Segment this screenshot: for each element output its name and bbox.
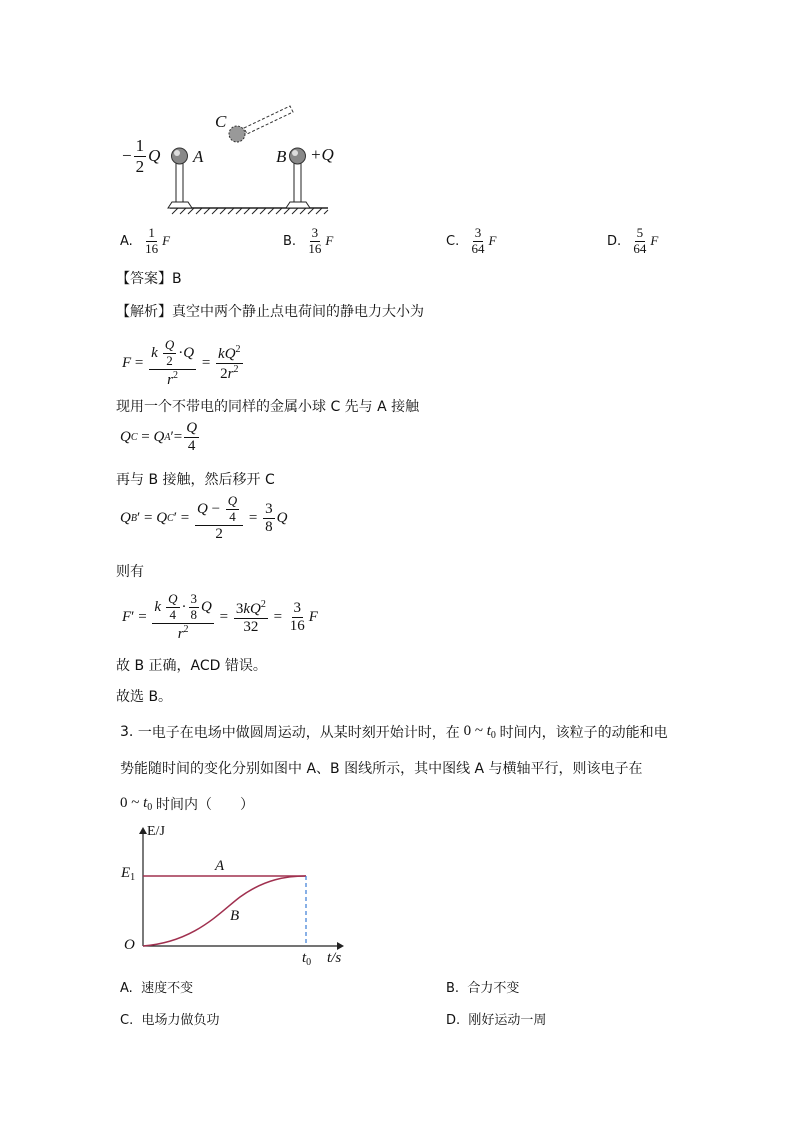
option-letter: D. xyxy=(446,1013,461,1028)
q3-option-d[interactable] xyxy=(446,1009,546,1028)
option-text: 速度不变 xyxy=(141,981,194,996)
formula-force: F = k $\frac{Q}{2}$ ·Q $r^2$ = $\frac{kQ^2}{2r^2}$ xyxy=(122,337,241,388)
option-var: F xyxy=(325,233,334,249)
option-fraction: $\frac{3}{16}$ xyxy=(308,225,322,256)
y-axis-arrow xyxy=(139,827,147,834)
line-contact-a: 现用一个不带电的同样的金属小球 C 先与 A 接触 xyxy=(116,399,420,415)
sphere-a xyxy=(168,148,192,208)
option-letter: C. xyxy=(446,233,460,249)
label-a: A xyxy=(193,147,204,166)
line-conclusion: 故 B 正确，ACD 错误。 xyxy=(116,658,267,674)
option-text: 刚好运动一周 xyxy=(468,1013,547,1028)
q3-line-3 xyxy=(120,794,254,814)
option-fraction: $\frac{3}{64}$ xyxy=(471,225,485,256)
q3-number: 3. xyxy=(120,724,134,740)
q2-option-c[interactable] xyxy=(446,226,496,257)
option-fraction: $\frac{1}{16}$ xyxy=(145,225,159,256)
option-var: F xyxy=(488,233,497,249)
energy-graph xyxy=(115,822,355,970)
option-var: F xyxy=(650,233,659,249)
option-letter: B. xyxy=(446,981,460,996)
line-then: 则有 xyxy=(116,564,144,580)
q3-line-2: 势能随时间的变化分别如图中 A、B 图线所示，其中图线 A 与横轴平行，则该电子在 xyxy=(120,761,643,777)
charge-b: +Q xyxy=(310,145,334,164)
q2-option-d[interactable] xyxy=(607,226,658,257)
line-contact-b: 再与 B 接触，然后移开 C xyxy=(116,472,275,488)
analysis-text: 真空中两个静止点电荷间的静电力大小为 xyxy=(172,304,424,320)
curve-b-label: B xyxy=(230,908,240,924)
charge-a-sign: − xyxy=(122,146,132,166)
q3-text-1a: 一电子在电场中做圆周运动，从某时刻开始计时，在 xyxy=(137,725,460,741)
q3-option-c[interactable] xyxy=(120,1009,220,1028)
e1-label: $E_1$ xyxy=(121,865,136,883)
energy-graph-svg xyxy=(115,822,355,970)
option-letter: C. xyxy=(120,1013,134,1028)
formula-qb: Q B ′ = Q C ′ = Q − $\frac{Q}{4}$ 2 = $\frac{3}{8}$ Q xyxy=(120,493,288,542)
option-text: 电场力做负功 xyxy=(141,1013,220,1028)
q3-option-b[interactable] xyxy=(446,977,519,996)
q3-text-1b: 时间内，该粒子的动能和电 xyxy=(499,725,668,741)
origin-label: O xyxy=(124,937,135,953)
option-fraction: $\frac{5}{64}$ xyxy=(633,225,647,256)
label-c: C xyxy=(215,112,227,131)
option-letter: B. xyxy=(283,233,297,249)
q3-text-3: 时间内（ ） xyxy=(156,797,255,813)
label-b: B xyxy=(276,147,287,166)
answer-line: 【答案】B xyxy=(116,271,182,287)
option-var: F xyxy=(162,233,171,249)
option-letter: A. xyxy=(120,233,133,249)
charge-figure xyxy=(118,100,338,215)
charge-a-symbol: Q xyxy=(148,146,161,166)
range-expression-2: 0 ~ $t_0$ xyxy=(120,795,153,813)
option-letter: A. xyxy=(120,981,133,996)
y-axis-label: E/J xyxy=(147,824,165,839)
analysis-line-1 xyxy=(116,301,424,321)
sphere-b xyxy=(286,148,310,208)
x-axis-label: t/s xyxy=(327,950,342,966)
option-text: 合力不变 xyxy=(467,981,520,996)
t0-label: $t_0$ xyxy=(302,950,312,968)
formula-qc: Q C = Q A ′= $\frac{Q}{4}$ xyxy=(120,420,198,455)
charge-a-fraction: $\frac{1}{2}$ xyxy=(135,136,145,176)
curve-a-label: A xyxy=(215,858,225,874)
q2-option-a[interactable] xyxy=(120,226,170,257)
q3-line-1 xyxy=(120,722,668,742)
x-axis-arrow xyxy=(337,942,344,950)
range-expression: 0 ~ $t_0$ xyxy=(459,723,496,741)
curve-b xyxy=(143,876,306,946)
analysis-head: 【解析】 xyxy=(116,304,172,320)
line-choose: 故选 B。 xyxy=(116,689,173,705)
charge-a xyxy=(122,136,160,176)
option-letter: D. xyxy=(607,233,622,249)
sphere-c xyxy=(229,106,293,142)
q2-option-b[interactable] xyxy=(283,226,333,257)
formula-force-new: F ′ = k $\frac{Q}{4}$ · $\frac{3}{8}$ Q $r^2$ = $\frac{3kQ^2}{32}$ = $\frac{3}{16}$ F xyxy=(122,591,318,642)
q3-option-a[interactable] xyxy=(120,977,193,996)
